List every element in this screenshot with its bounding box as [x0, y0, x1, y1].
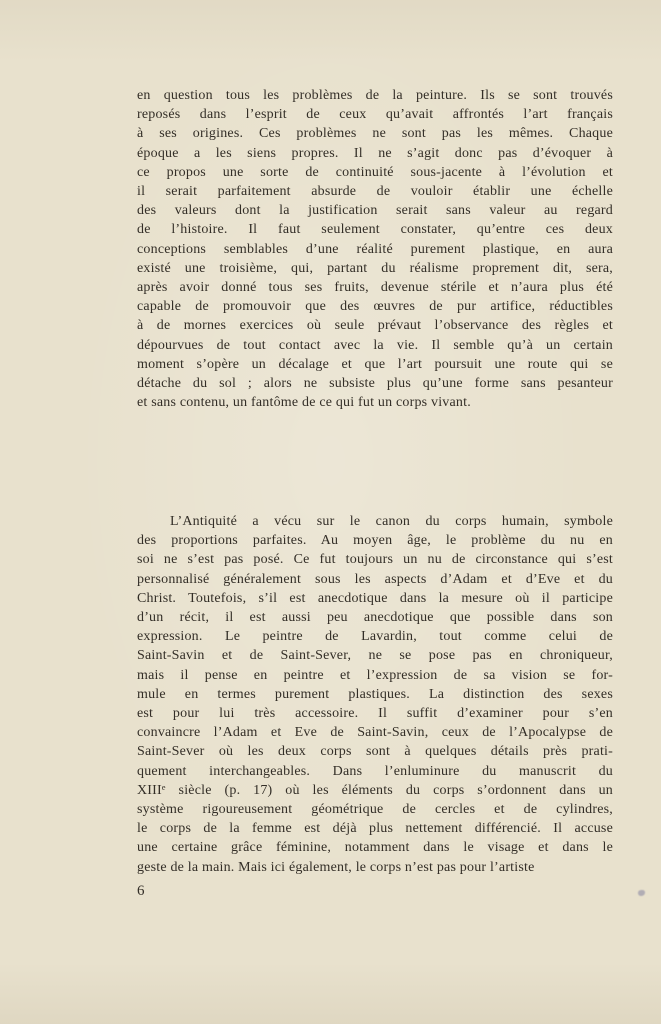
text-line: existé une troisième, qui, partant du réalisme proprement dit, sera,: [137, 260, 613, 276]
text-line: expression. Le peintre de Lavardin, tout comme celui de: [137, 629, 613, 645]
text-line: le corps de la femme est déjà plus nettement différencié. Il accuse: [137, 821, 613, 837]
text-line: et sans contenu, un fantôme de ce qui fut un corps vivant.: [137, 395, 471, 411]
text-line: à ses origines. Ces problèmes ne sont pas les mêmes. Chaque: [137, 126, 613, 142]
text-line: d’un récit, il est aussi peu anecdotique que possible dans son: [137, 610, 613, 626]
text-line: reposés dans l’esprit de ceux qu’avait affrontés l’art français: [137, 107, 613, 123]
text-line: une certaine grâce féminine, notamment dans le visage et dans le: [137, 840, 613, 856]
text-line: des valeurs dont la justification serait sans valeur au regard: [137, 203, 613, 219]
text-line: conceptions semblables d’une réalité purement plastique, en aura: [137, 241, 613, 257]
text-line: Saint-Savin et de Saint-Sever, ne se pose pas en chroniqueur,: [137, 648, 613, 664]
page-number: 6: [137, 883, 145, 899]
text-line: dépourvues de tout contact avec la vie. Il semble qu’à un certain: [137, 337, 613, 353]
text-line: moment s’opère un décalage et que l’art poursuit une route qui se: [137, 356, 613, 372]
text-line: à de mornes exercices où seule prévaut l’observance des règles et: [137, 318, 613, 334]
text-line: L’Antiquité a vécu sur le canon du corps humain, symbole: [170, 514, 613, 529]
text-line: système rigoureusement géométrique de cercles et de cylindres,: [137, 802, 613, 818]
text-line: en question tous les problèmes de la peinture. Ils se sont trouvés: [137, 88, 613, 103]
text-line: après avoir donné tous ses fruits, devenue stérile et n’aura plus été: [137, 280, 613, 296]
text-line: mule en termes purement plastiques. La distinction des sexes: [137, 686, 613, 702]
paragraph-antiquite: [137, 512, 613, 877]
scan-artifact-speck: [638, 890, 645, 896]
text-line: époque a les siens propres. Il ne s’agit donc pas d’évoquer à: [137, 145, 613, 161]
text-line: quement interchangeables. Dans l’enluminure du manuscrit du: [137, 763, 613, 779]
text-line: de l’histoire. Il faut seulement constater, qu’entre ces deux: [137, 222, 613, 238]
text-line: XIIIᵉ siècle (p. 17) où les éléments du corps s’ordonnent dans un: [137, 782, 613, 798]
paragraph-continuation: [137, 86, 613, 412]
text-line: des proportions parfaites. Au moyen âge, le problème du nu en: [137, 533, 613, 549]
text-line: détache du sol ; alors ne subsiste plus qu’une forme sans pesanteur: [137, 376, 613, 392]
text-line: est pour lui très accessoire. Il suffit d’examiner pour s’en: [137, 706, 613, 722]
text-line: soi ne s’est pas posé. Ce fut toujours un nu de circonstance qui s’est: [137, 552, 613, 568]
text-line: ce propos une sorte de continuité sous-jacente à l’évolution et: [137, 164, 613, 180]
text-line: geste de la main. Mais ici également, le corps n’est pas pour l’artiste: [137, 859, 535, 875]
text-line: convaincre l’Adam et Eve de Saint-Savin, ceux de l’Apocalypse de: [137, 725, 613, 741]
text-line: capable de promouvoir que des œuvres de pur artifice, réductibles: [137, 299, 613, 315]
text-line: personnalisé généralement sous les aspects d’Adam et d’Eve et du: [137, 571, 613, 587]
text-line: Christ. Toutefois, s’il est anecdotique dans la mesure où il participe: [137, 590, 613, 606]
text-line: Saint-Sever où les deux corps sont à quelques détails près prati-: [137, 744, 613, 760]
text-line: mais il pense en peintre et l’expression de sa vision se for-: [137, 667, 613, 683]
text-line: il serait parfaitement absurde de vouloir établir une échelle: [137, 184, 613, 200]
